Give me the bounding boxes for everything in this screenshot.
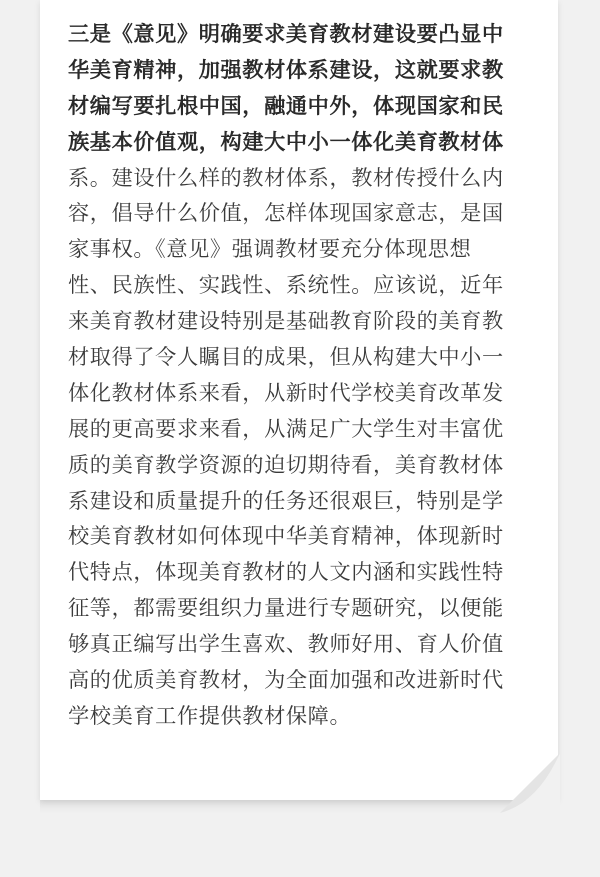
article-line: 族基本价值观，构建大中小一体化美育教材体 [68,128,504,154]
article-line: 家事权。《意见》强调教材要充分体现思想 [68,236,472,262]
article-line: 华美育精神，加强教材体系建设，这就要求教 [68,56,504,82]
article-line: 三是《意见》明确要求美育教材建设要凸显中 [68,21,504,46]
article-line: 展的更高要求来看，从满足广大学生对丰富优 [68,415,504,441]
article-line: 系。建设什么样的教材体系，教材传授什么内 [68,164,504,190]
article-line: 系建设和质量提升的任务还很艰巨，特别是学 [68,487,504,513]
article-line: 性、民族性、实践性、系统性。应该说，近年 [68,272,504,298]
paper-shadow [40,800,558,814]
article-line: 容，倡导什么价值，怎样体现国家意志，是国 [68,200,504,226]
article-line: 高的优质美育教材，为全面加强和改进新时代 [68,667,504,693]
article-line: 够真正编写出学生喜欢、教师好用、育人价值 [68,631,504,657]
article-line: 来美育教材建设特别是基础教育阶段的美育教 [68,308,504,334]
article-line: 体化教材体系来看，从新时代学校美育改革发 [68,379,504,405]
article-line: 代特点，体现美育教材的人文内涵和实践性特 [68,559,504,585]
article-line: 材取得了令人瞩目的成果，但从构建大中小一 [68,344,504,370]
article-line: 校美育教材如何体现中华美育精神，体现新时 [68,523,504,549]
article-line: 征等，都需要组织力量进行专题研究，以便能 [68,595,504,621]
article-body [68,16,536,734]
article-line: 学校美育工作提供教材保障。 [68,702,352,728]
article-line: 质的美育教学资源的迫切期待看，美育教材体 [68,451,504,477]
article-line: 材编写要扎根中国，融通中外，体现国家和民 [68,92,504,118]
